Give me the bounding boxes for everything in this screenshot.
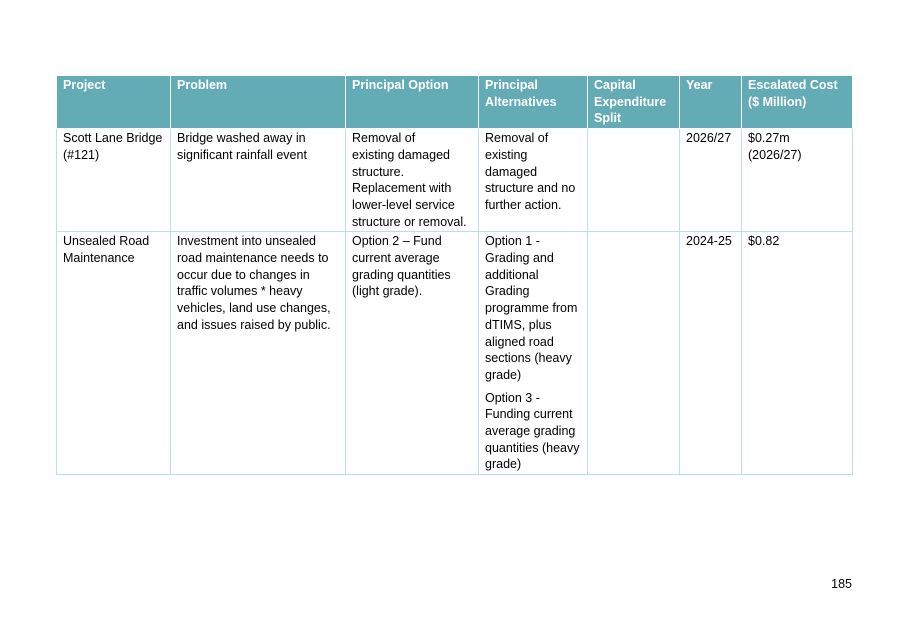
cell-problem: Investment into unsealed road maintenance needs to occur due to changes in traffic volumes * heavy vehicles, land use changes, and issues raised by public. (171, 232, 346, 475)
cell-capex-split (588, 232, 680, 475)
alternative-paragraph: Option 1 - Grading and additional Grading programme from dTIMS, plus aligned road sections (heavy grade) (485, 234, 578, 382)
alternative-paragraph: Removal of existing damaged structure and no further action. (485, 131, 576, 212)
cell-principal-option: Option 2 – Fund current average grading quantities (light grade). (346, 232, 479, 475)
cell-project: Unsealed Road Maintenance (57, 232, 171, 475)
page-number: 185 (831, 577, 852, 591)
table-row (57, 232, 853, 475)
cell-escalated-cost: $0.82 (742, 232, 853, 475)
table-row (57, 129, 853, 232)
header-principal-option: Principal Option (346, 76, 479, 129)
cell-principal-alternatives (479, 129, 588, 232)
header-escalated-cost: Escalated Cost ($ Million) (742, 76, 853, 129)
header-capital-expenditure-split: Capital Expenditure Split (588, 76, 680, 129)
header-problem: Problem (171, 76, 346, 129)
cell-problem: Bridge washed away in significant rainfall event (171, 129, 346, 232)
cell-principal-option: Removal of existing damaged structure. Replacement with lower-level service structure or removal. (346, 129, 479, 232)
alternative-paragraph: Option 3 - Funding current average grading quantities (heavy grade) (485, 390, 580, 472)
cell-year: 2026/27 (680, 129, 742, 232)
header-principal-alternatives: Principal Alternatives (479, 76, 588, 129)
cell-capex-split (588, 129, 680, 232)
table-header-row (57, 76, 853, 129)
cell-escalated-cost: $0.27m (2026/27) (742, 129, 853, 232)
cell-year: 2024-25 (680, 232, 742, 475)
cell-project: Scott Lane Bridge (#121) (57, 129, 171, 232)
projects-table (56, 75, 853, 475)
header-project: Project (57, 76, 171, 129)
header-year: Year (680, 76, 742, 129)
cell-principal-alternatives (479, 232, 588, 475)
